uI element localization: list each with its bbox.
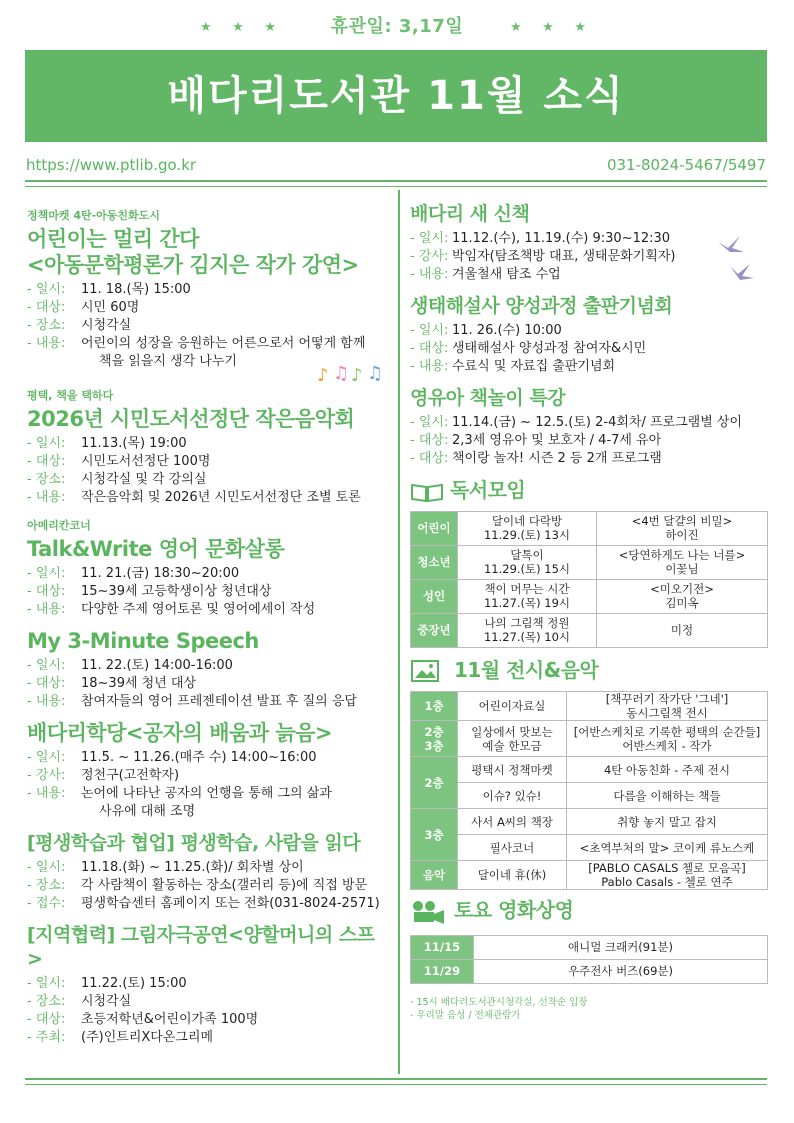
row-value: 참여자들의 영어 프레젠테이션 발표 후 질의 응답 [81, 694, 357, 709]
reading-name: 달이네 다락방 [491, 514, 563, 528]
row-label: - 대상: [410, 341, 449, 356]
reading-name: 달톡이 [510, 548, 544, 562]
reading-author: 하이진 [665, 528, 699, 542]
movie-section [410, 898, 768, 1022]
movie-note: - 우리말 음성 / 전체관람가 [410, 1009, 521, 1021]
exhibit-section [410, 658, 768, 891]
top-divider-thin [25, 186, 767, 187]
row-label: - 대상: [410, 451, 449, 466]
exhibit-desc: 취향 놓지 말고 잡지 [617, 814, 717, 829]
svg-text:♫: ♫ [367, 363, 384, 384]
exhibit-desc: 다름을 이해하는 책들 [613, 788, 721, 803]
row-value: 11. 22.(토) 14:00-16:00 [81, 658, 233, 673]
row-value: 수료식 및 자료집 출판기념회 [452, 359, 616, 374]
event-subtitle: <아동문학평론가 김지은 작가 강연> [27, 253, 359, 277]
reading-book-cell [597, 511, 768, 545]
reading-book: <당연하게도 나는 너를> [618, 548, 746, 562]
table-row [411, 935, 768, 959]
table-row [411, 835, 768, 861]
row-value: 책이랑 놀자! 시즌 2 등 2개 프로그램 [452, 451, 662, 466]
row-label: - 일시: [27, 860, 66, 875]
exhibit-desc: [책꾸러기 작가단 '그네'] [605, 692, 729, 706]
row-value: 시민도서선정단 100명 [81, 454, 211, 469]
exhibit-table [410, 691, 768, 890]
event-confucius [27, 721, 389, 821]
event-title: 배다리학당<공자의 배움과 늙음> [27, 721, 333, 745]
row-value: (주)인트리X다온그리메 [81, 1030, 214, 1045]
row-label: - 강사: [27, 768, 66, 783]
table-row [411, 545, 768, 579]
reading-name-cell [458, 613, 597, 647]
row-value: 11. 26.(수) 10:00 [452, 323, 562, 338]
reading-book-cell [597, 579, 768, 613]
stars-left-icon: ★ ★ ★ [199, 19, 284, 35]
row-value: 11.13.(목) 19:00 [81, 436, 187, 451]
reading-club-table [410, 511, 768, 648]
row-label: - 대상: [27, 300, 66, 315]
page-title: 배다리도서관 11월 소식 [25, 50, 767, 142]
row-label: - 일시: [27, 282, 66, 297]
svg-text:♪: ♪ [351, 365, 363, 386]
event-tag: 정책마켓 4탄-아동친화도시 [27, 209, 160, 222]
row-value: 11.14.(금) ~ 12.5.(토) 2-4회차/ 프로그램별 상이 [452, 415, 743, 430]
event-tag: 아메리칸코너 [27, 519, 91, 532]
event-english-salon [27, 517, 389, 619]
reading-date: 11.27.(목) 19시 [483, 596, 571, 610]
exhibit-place: 달이네 휴(休) [458, 861, 567, 890]
column-divider [398, 190, 400, 1074]
picture-frame-icon [410, 659, 440, 683]
row-label: - 접수: [27, 896, 66, 911]
table-row [411, 757, 768, 783]
row-value: 시청각실 [81, 318, 132, 333]
row-label: - 내용: [410, 267, 449, 282]
exhibit-desc-sub: 어반스케치 - 작가 [622, 738, 712, 753]
reading-author: 김미옥 [665, 596, 699, 610]
row-label: - 내용: [27, 694, 66, 709]
row-label: - 대상: [27, 676, 66, 691]
event-title: 2026년 시민도서선정단 작은음악회 [27, 407, 355, 431]
movie-table [410, 935, 768, 984]
exhibit-desc-sub: Pablo Casals - 첼로 연주 [601, 875, 733, 889]
row-label: - 주최: [27, 1030, 66, 1045]
exhibit-place: 필사코너 [458, 835, 567, 861]
exhibit-floor: 3층 [411, 809, 458, 861]
movie-date: 11/15 [411, 935, 474, 959]
row-value: 초등저학년&어린이가족 100명 [81, 1012, 259, 1027]
exhibit-floor: 2층 3층 [411, 721, 458, 757]
event-speech [27, 629, 389, 711]
row-label: - 장소: [27, 318, 66, 333]
reading-date: 11.29.(토) 15시 [483, 562, 571, 576]
event-title: [지역협력] 그림자극공연<양할머니의 스프> [27, 924, 375, 970]
row-value: 어린이의 성장을 응원하는 어른으로서 어떻게 함께 [81, 336, 366, 351]
movie-date: 11/29 [411, 959, 474, 983]
row-value: 다양한 주제 영어토론 및 영어에세이 작성 [81, 602, 316, 617]
event-title: 생태해설사 양성과정 출판기념회 [410, 295, 673, 317]
row-value: 2,3세 영유아 및 보호자 / 4-7세 유아 [452, 433, 662, 448]
event-title: 영유아 책놀이 특강 [410, 387, 566, 409]
event-birdwatching [410, 202, 768, 284]
exhibit-desc-cell [567, 783, 768, 809]
exhibit-desc: 4탄 아동친화 - 주제 전시 [603, 762, 731, 777]
row-label: - 내용: [27, 786, 66, 801]
reading-author: 이꽃님 [665, 562, 699, 576]
reading-club-section [410, 478, 768, 648]
row-label: - 대상: [27, 1012, 66, 1027]
row-label: - 일시: [27, 976, 66, 991]
row-value: 시청각실 [81, 994, 132, 1009]
reading-book: 미정 [670, 623, 694, 637]
event-kid-lecture [27, 207, 389, 371]
reading-group: 중장년 [411, 613, 458, 647]
row-label: - 대상: [410, 433, 449, 448]
reading-book-cell [597, 545, 768, 579]
reading-book: <4번 달걀의 비밀> [631, 514, 733, 528]
row-label: - 대상: [27, 454, 66, 469]
bottom-divider [25, 1078, 767, 1080]
row-label: - 일시: [27, 750, 66, 765]
exhibit-floor: 1층 [411, 692, 458, 721]
table-row [411, 783, 768, 809]
row-label: - 일시: [410, 323, 449, 338]
movie-title: 우주전사 버즈(69분) [474, 959, 768, 983]
exhibit-place: 평택시 정책마켓 [458, 757, 567, 783]
row-value: 논어에 나타난 공자의 언행을 통해 그의 삶과 [81, 786, 332, 801]
row-value: 11.12.(수), 11.19.(수) 9:30~12:30 [452, 231, 671, 246]
exhibit-place: 어린이자료실 [458, 692, 567, 721]
exhibit-desc-cell [567, 692, 768, 721]
right-column [410, 200, 768, 1022]
exhibit-desc-cell [567, 861, 768, 890]
event-eco-publish [410, 294, 768, 376]
row-value: 박임자(탐조책방 대표, 생태문화기획자) [452, 249, 676, 264]
exhibit-floor: 음악 [411, 861, 458, 890]
movie-note: - 15시 배다리도서관시청각실, 선착순 입장 [410, 996, 588, 1008]
exhibit-desc-sub: 동시그림책 전시 [626, 706, 708, 720]
section-title: 11월 전시&음악 [454, 657, 599, 682]
table-row [411, 721, 768, 757]
row-label: - 일시: [27, 566, 66, 581]
exhibit-place: 사서 A씨의 책장 [458, 809, 567, 835]
exhibit-desc-cell [567, 809, 768, 835]
website-link[interactable]: https://www.ptlib.go.kr [26, 156, 197, 174]
closed-day-text: 휴관일: 3,17일 [330, 16, 464, 37]
svg-text:♫: ♫ [333, 363, 350, 384]
section-title: 독서모임 [450, 478, 526, 502]
exhibit-desc: [PABLO CASALS 첼로 모음곡] [588, 861, 746, 875]
music-notes-wrap [27, 363, 389, 386]
row-label: - 장소: [27, 472, 66, 487]
reading-date: 11.27.(목) 10시 [483, 630, 571, 644]
exhibit-desc-cell [567, 721, 768, 757]
row-value: 11.5. ~ 11.26.(매주 수) 14:00~16:00 [81, 750, 317, 765]
row-value: 시민 60명 [81, 300, 140, 315]
reading-date: 11.29.(토) 13시 [483, 528, 571, 542]
row-value-cont: 사유에 대해 조명 [99, 804, 196, 819]
row-value: 작은음악회 및 2026년 시민도서선정단 조별 토론 [81, 490, 361, 505]
reading-name: 책이 머무는 시간 [484, 582, 570, 596]
reading-name-cell [458, 545, 597, 579]
row-label: - 내용: [27, 336, 66, 351]
row-label: - 강사: [410, 249, 449, 264]
event-title: 어린이는 멀리 간다 [27, 227, 199, 251]
row-value: 각 사람책이 활동하는 장소(갤러리 등)에 직접 방문 [81, 878, 368, 893]
exhibit-desc: <초역부처의 말> 코이케 류노스케 [579, 840, 755, 855]
row-value: 11.18.(화) ~ 11.25.(화)/ 회차별 상이 [81, 860, 304, 875]
section-title: 토요 영화상영 [454, 898, 574, 922]
reading-group: 어린이 [411, 511, 458, 545]
exhibit-place: 일상에서 맛보는 예술 한모금 [458, 721, 567, 757]
reading-book: <미오기전> [650, 582, 714, 596]
row-value-cont: 책을 읽을지 생각 나누기 [99, 354, 237, 369]
row-value: 11. 18.(목) 15:00 [81, 282, 191, 297]
row-label: - 내용: [27, 490, 66, 505]
exhibit-desc-cell [567, 835, 768, 861]
table-row [411, 613, 768, 647]
row-label: - 일시: [27, 658, 66, 673]
row-value: 시청각실 및 각 강의실 [81, 472, 207, 487]
row-label: - 내용: [27, 602, 66, 617]
event-tag: 평택, 책을 택하다 [27, 389, 114, 402]
row-label: - 대상: [27, 584, 66, 599]
reading-group: 성인 [411, 579, 458, 613]
event-reading-people [27, 831, 389, 913]
table-row [411, 861, 768, 890]
table-row [411, 692, 768, 721]
event-shadow-play [27, 923, 389, 1047]
left-column [27, 205, 389, 1047]
row-value: 겨울철새 탐조 수업 [452, 267, 561, 282]
exhibit-floor: 2층 [411, 757, 458, 809]
event-music-concert [27, 387, 389, 507]
event-title: Talk&Write 영어 문화살롱 [27, 537, 285, 561]
stars-right-icon: ★ ★ ★ [510, 19, 595, 35]
row-label: - 일시: [27, 436, 66, 451]
event-title: My 3-Minute Speech [27, 629, 259, 653]
table-row [411, 809, 768, 835]
event-title: [평생학습과 협업] 평생학습, 사람을 읽다 [27, 832, 361, 854]
exhibit-place: 이슈? 있슈! [458, 783, 567, 809]
reading-group: 청소년 [411, 545, 458, 579]
row-label: - 내용: [410, 359, 449, 374]
row-value: 생태해설사 양성과정 참여자&시민 [452, 341, 647, 356]
row-label: - 장소: [27, 878, 66, 893]
row-label: - 일시: [410, 231, 449, 246]
open-book-icon [410, 481, 444, 503]
row-value: 평생학습센터 홈페이지 또는 전화(031-8024-2571) [81, 896, 380, 911]
row-label: - 장소: [27, 994, 66, 1009]
closed-day-banner [0, 12, 794, 40]
event-infant-play [410, 386, 768, 468]
exhibit-desc-cell [567, 757, 768, 783]
phone-number: 031-8024-5467/5497 [606, 156, 766, 174]
top-divider [25, 180, 767, 182]
row-value: 18~39세 청년 대상 [81, 676, 197, 691]
table-row [411, 959, 768, 983]
row-value: 정천구(고전학자) [81, 768, 180, 783]
movie-title: 애니멀 크래커(91분) [474, 935, 768, 959]
row-value: 11. 21.(금) 18:30~20:00 [81, 566, 240, 581]
row-value: 11.22.(토) 15:00 [81, 976, 187, 991]
row-value: 15~39세 고등학생이상 청년대상 [81, 584, 272, 599]
bottom-divider-thin [25, 1084, 767, 1085]
film-projector-icon [410, 899, 448, 925]
music-notes-icon [317, 363, 387, 387]
reading-name-cell [458, 511, 597, 545]
reading-name-cell [458, 579, 597, 613]
exhibit-desc: [어반스케치로 기록한 평택의 순간들] [573, 724, 761, 739]
reading-book-cell [597, 613, 768, 647]
row-label: - 일시: [410, 415, 449, 430]
reading-name: 나의 그림책 정원 [484, 616, 570, 630]
table-row [411, 579, 768, 613]
table-row [411, 511, 768, 545]
svg-text:♪: ♪ [317, 365, 329, 386]
event-title: 배다리 새 신책 [410, 203, 530, 225]
